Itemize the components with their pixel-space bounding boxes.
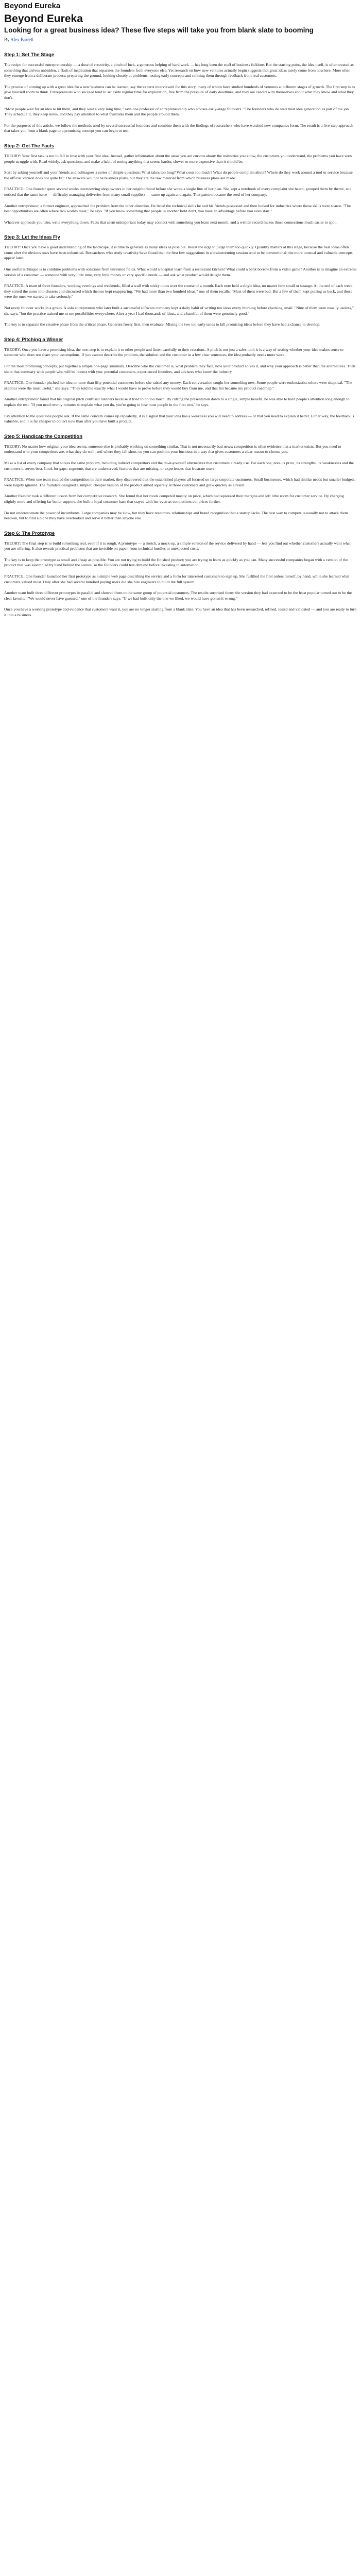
paragraph: Start by asking yourself and your friends and colleagues a series of simple questions: What takes too long? What costs too much? What do people complain about? Where do they work around a tool or service because the official version does not quite fit? The answers will not be business plans, but they are the raw material from which business plans are made.	[4, 170, 353, 180]
article-title: Beyond Eureka	[4, 13, 83, 25]
step-section	[4, 531, 357, 618]
paragraph: PRACTICE: One founder spent several weeks interviewing shop owners in her neighborhood before she wrote a single line of her plan. She kept a notebook of every complaint she heard, grouped them by theme, and noticed that the same issue — difficulty managing deliveries from many small suppliers — came up again and again. That pattern became the seed of her company.	[4, 187, 352, 197]
paragraph: THEORY: No matter how original your idea seems, someone else is probably working on something similar. That is not necessarily bad news: competition is often evidence that a market exists. But you need to understand who your competitors are, what they do well, and where they fall short, so you can position your business in a way that gives customers a clear reason to choose you.	[4, 444, 341, 454]
step-heading: Step 6: The Prototype	[4, 530, 55, 536]
article-dek: Looking for a great business idea? These five steps will take you from blank slate to booming	[4, 26, 314, 34]
paragraph: One useful technique is to combine problems with solutions from unrelated fields. What would a hospital learn from a restaurant kitchen? What could a bank borrow from a video game? Another is to imagine an extreme version of a customer — someone with very little time, very little money or very specific needs — and ask what product would delight them.	[4, 267, 357, 277]
paragraph: Not every founder works in a group. A solo entrepreneur who later built a successful software company kept a daily habit of writing ten ideas every morning before checking email. "Nine of them were usually useless," she says, "but the practice trained me to see possibilities everywhere. After a year I had thousands of ideas, and a handful of them were genuinely good."	[4, 306, 354, 316]
paragraph: The recipe for successful entrepreneurship — a dose of creativity, a pinch of luck, a generous helping of hard work — has long been the stuff of business folklore. But the starting point, the idea itself, is often treated as something that arrives unbidden, a flash of inspiration that separates the founders from everyone else. Yet research on how new ventures actually begin suggests that great ideas rarely come from nowhere. More often they emerge from a deliberate process: preparing the ground, looking closely at problems, testing early concepts and refining them through feedback from real customers.	[4, 62, 354, 78]
step-section	[4, 337, 357, 425]
paragraph: THEORY: Once you have a promising idea, the next step is to explain it to other people and listen carefully to their reactions. A pitch is not just a sales tool; it is a way of testing whether your idea makes sense to someone who does not share your assumptions. If you cannot describe the problem, the solution and the customer in a few clear sentences, the idea probably needs more work.	[4, 347, 343, 358]
paragraph: THEORY: The final step is to build something real, even if it is rough. A prototype — a sketch, a mock-up, a simple version of the service delivered by hand — lets you find out whether customers actually want what you are offering. It also reveals practical problems that are invisible on paper, from technical hurdles to unexpected costs.	[4, 540, 351, 551]
paragraph: Another founder took a different lesson from her competitive research. She found that her rivals competed mostly on price, which had squeezed their margins and left little room for customer service. By charging slightly more and offering far better support, she built a loyal customer base that stayed with her even as competitors cut prices further.	[4, 494, 344, 504]
step-section	[4, 434, 357, 521]
step-section	[4, 234, 357, 328]
paragraph: The key is to separate the creative phase from the critical phase. Generate freely first, then evaluate. Mixing the two too early tends to kill promising ideas before they have had a chance to develop.	[4, 322, 320, 327]
paragraph: PRACTICE: One founder launched her first prototype as a simple web page describing the service and a form for interested customers to sign up. She fulfilled the first orders herself, by hand, while she learned what customers valued most. Only after she had several hundred paying users did she hire engineers to build the full system.	[4, 574, 350, 584]
byline	[4, 37, 357, 43]
step-heading: Step 4: Pitching a Winner	[4, 336, 63, 343]
paragraph: Make a list of every company that solves the same problem, including indirect competitors and the do-it-yourself alternatives that customers already use. For each one, note its price, its strengths, its weaknesses and the customers it serves best. Look for gaps: segments that are underserved, features that are missing, or experiences that frustrate users.	[4, 460, 354, 471]
paragraph: PRACTICE: A team of three founders, working evenings and weekends, filled a wall with sticky notes over the course of a month. Each note held a single idea, no matter how small or strange. At the end of each week they sorted the notes into clusters and discussed which themes kept reappearing. "We had more than two hundred ideas," one of them recalls. "Most of them were bad. But a few of them kept pulling us back, and those were the ones we started to take seriously."	[4, 283, 353, 299]
paragraph: For the most promising concepts, put together a simple one-page summary. Describe who the customer is, what problem they face, how your product solves it, and why your approach is better than the alternatives. Then share that summary with people who will be honest with you: potential customers, experienced founders, and advisers who know the industry.	[4, 364, 355, 374]
paragraph: Whatever approach you take, write everything down. Facts that seem unimportant today may connect with something you learn next month, and a written record makes those connections much easier to spot.	[4, 219, 337, 225]
paragraph: For the purposes of this article, we follow the methods used by several successful founders and combine them with the findings of researchers who have watched new companies form. The result is a five-step approach that takes you from a blank page to a promising concept you can begin to test.	[4, 123, 353, 133]
paragraph: "Most people wait for an idea to hit them, and they wait a very long time," says one professor of entrepreneurship who advises early-stage founders. "The founders who do well treat idea generation as part of the job. They schedule it, they keep notes, and they pay attention to what frustrates them and the people around them."	[4, 106, 350, 117]
paragraph: PRACTICE: One founder pitched her idea to more than fifty potential customers before she raised any money. Each conversation taught her something new. Some people were enthusiastic; others were skeptical. "The skeptics were the most useful," she says. "They told me exactly what I would have to prove before they would buy from me, and that list became my product roadmap."	[4, 380, 352, 391]
paragraph: Once you have a working prototype and evidence that customers want it, you are no longer starting from a blank slate. You have an idea that has been researched, refined, tested and validated — and you are ready to turn it into a business.	[4, 607, 357, 618]
paragraph: PRACTICE: When one team studied the competition in their market, they discovered that the established players all focused on large corporate customers. Small businesses, which had similar needs but smaller budgets, were largely ignored. The founders designed a simpler, cheaper version of the product aimed squarely at those customers and grew quickly as a result.	[4, 477, 356, 487]
paragraph: Do not underestimate the power of incumbents. Large companies may be slow, but they have resources, relationships and brand recognition that a startup lacks. The best way to compete is usually not to attack them head-on, but to find a niche they have overlooked and serve it better than anyone else.	[4, 510, 348, 521]
step-heading: Step 1: Set The Stage	[4, 52, 55, 58]
paragraph: The process of coming up with a great idea for a new business can be learned, say the experts interviewed for this story, many of whom have studied hundreds of ventures at different stages of growth. The first step is to give yourself room to think. Entrepreneurs who succeed tend to set aside regular time for exploration, free from the pressure of daily deadlines, and they are candid with themselves about what they know and what they don't.	[4, 84, 355, 100]
step-heading: Step 2: Get The Facts	[4, 143, 55, 149]
paragraph: Another entrepreneur, a former engineer, approached the problem from the other direction. He listed the technical skills he and his friends possessed and then looked for industries where those skills were scarce. "The best opportunities are often where two worlds meet," he says. "If you know something that people in another field don't, you have an advantage before you even start."	[4, 203, 351, 214]
paragraph: Another team built three different prototypes in parallel and showed them to the same group of potential customers. The results surprised them: the version they had expected to be the least popular turned out to be the clear favorite. "We would never have guessed," one of the founders says. "If we had built only the one we liked, we would have gotten it wrong."	[4, 590, 352, 601]
paragraph: THEORY: Once you have a good understanding of the landscape, it is time to generate as many ideas as possible. Resist the urge to judge them too quickly. Quantity matters at this stage, because the best ideas often come after the obvious ones have been exhausted. Researchers who study creativity have found that the first few suggestions in a brainstorming session tend to be conventional; the more unusual and valuable concepts appear later.	[4, 245, 353, 261]
byline-prefix: By	[4, 37, 10, 42]
paragraph: Pay attention to the questions people ask. If the same concern comes up repeatedly, it is a signal that your idea has a weakness you will need to address — or that you need to explain it better. Either way, the feedback is valuable, and it is far cheaper to collect now than after you have built a product.	[4, 413, 354, 424]
author-link[interactable]: Alex Barrell	[10, 37, 34, 42]
step-section	[4, 143, 357, 225]
step-heading: Step 3: Let the Ideas Fly	[4, 234, 60, 241]
step-heading: Step 5: Handicap the Competition	[4, 433, 83, 439]
paragraph: The key is to keep the prototype as small and cheap as possible. You are not trying to build the finished product; you are trying to learn as quickly as you can. Many successful companies began with a version of the product that was assembled by hand behind the scenes, so the founders could test demand before investing in automation.	[4, 557, 348, 568]
article-page	[0, 0, 361, 618]
paragraph: THEORY: Your first task is not to fall in love with your first idea. Instead, gather information about the areas you are curious about: the industries you know, the customers you understand, the problems you have seen people struggle with. Read widely, ask questions, and make a habit of noting anything that seems harder, slower or more expensive than it should be.	[4, 153, 352, 164]
article-body	[4, 52, 357, 618]
step-section	[4, 52, 357, 134]
paragraph: Another entrepreneur found that his original pitch confused listeners because it tried to do too much. By cutting the presentation down to a single, simple benefit, he was able to hold people's attention long enough to explain the rest. "If you need twenty minutes to explain what you do, you're going to lose most people in the first two," he says.	[4, 397, 350, 407]
site-title: Beyond Eureka	[4, 2, 61, 10]
